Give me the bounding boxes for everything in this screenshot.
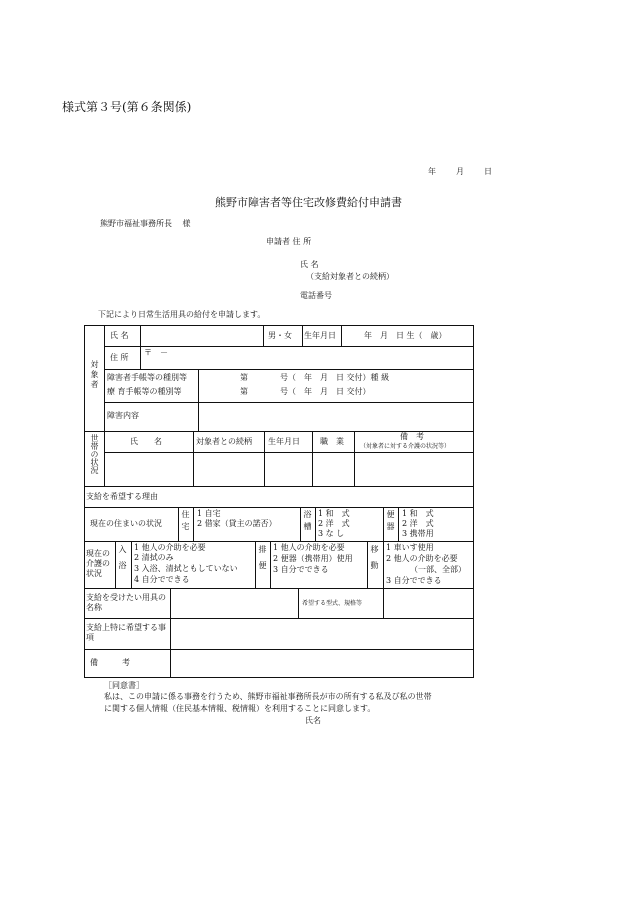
- target-group-label: 対象者: [90, 360, 99, 390]
- remarks-label: 備 考: [90, 658, 130, 667]
- care-label: 現在の介護の状況: [86, 549, 110, 578]
- bath-option-1: 1 和 式: [318, 509, 350, 518]
- applicant-address-label: 申請者 住 所: [266, 237, 312, 246]
- dob-value: 年 月 日 生（ 歳）: [364, 331, 447, 340]
- intro-text: 下記により日常生活用具の給付を申請します。: [98, 310, 266, 319]
- consent-heading: ［同意書］: [104, 681, 144, 690]
- handbook1-number: 第 号（ 年 月 日 交付）種 級: [240, 373, 390, 382]
- moving-group-label: 移動: [370, 545, 379, 577]
- applicant-name-label: 氏 名: [300, 260, 319, 269]
- home-option-2: 2 借家（貸主の諾否）: [197, 519, 277, 528]
- handbook1-label: 障害者手帳等の種別等: [107, 373, 187, 382]
- household-job-header: 職 業: [320, 437, 344, 446]
- moving-option-2: 2 他人の介助を必要: [386, 554, 458, 563]
- current-home-label: 現在の住まいの状況: [90, 519, 162, 528]
- handbook2-label: 療 育手帳等の種別等: [107, 387, 182, 396]
- disability-label: 障害内容: [107, 411, 139, 420]
- item-name-label: 支給を受けたい用具の名称: [86, 593, 166, 612]
- document-title: 熊野市障害者等住宅改修費給付申請書: [215, 196, 402, 209]
- bathing-group-label: 入浴: [118, 545, 127, 577]
- desired-model-label: 希望する型式、規格等: [302, 600, 363, 607]
- household-name-header: 氏 名: [130, 437, 162, 446]
- sex-field: 男・女: [268, 331, 292, 340]
- household-dob-header: 生年月日: [268, 437, 300, 446]
- home-option-1: 1 自宅: [197, 509, 221, 518]
- home-group-label: 住宅: [181, 510, 190, 534]
- bath-option-3: 3 な し: [318, 529, 345, 538]
- request-label: 支給上特に希望する事項: [86, 623, 166, 642]
- address-label: 住 所: [110, 353, 129, 362]
- date-month-label: 月: [456, 167, 464, 176]
- toilet-option-2: 2 洋 式: [402, 519, 434, 528]
- excretion-option-3: 3 自分でできる: [273, 565, 329, 574]
- reason-label: 支給を希望する理由: [86, 492, 158, 501]
- form-number: 様式第３号(第６条関係): [62, 100, 192, 114]
- excretion-option-1: 1 他人の介助を必要: [273, 543, 345, 552]
- applicant-phone-label: 電話番号: [300, 291, 332, 300]
- bathing-option-4: 4 自分でできる: [134, 575, 190, 584]
- toilet-option-1: 1 和 式: [402, 509, 434, 518]
- addressee: 熊野市福祉事務所長 様: [100, 219, 191, 228]
- toilet-option-3: 3 携帯用: [402, 529, 434, 538]
- handbook2-number: 第 号（ 年 月 日 交付）: [240, 387, 371, 396]
- dob-label: 生年月日: [304, 331, 336, 340]
- bath-option-2: 2 洋 式: [318, 519, 350, 528]
- household-remarks-subheader: （対象者に対する介護の状況等）: [360, 443, 451, 450]
- household-relation-header: 対象者との続柄: [196, 437, 252, 446]
- applicant-relation-label: （支給対象者との続柄）: [306, 272, 394, 281]
- bathing-option-1: 1 他人の介助を必要: [134, 543, 206, 552]
- moving-option-2-detail: （一部、全部）: [410, 565, 466, 574]
- household-group-label: 世帯の状況: [90, 434, 99, 474]
- name-label: 氏 名: [110, 331, 129, 340]
- consent-text-line2: に関する個人情報（住民基本情報、税情報）を利用することに同意します。: [104, 704, 376, 713]
- bathing-option-2: 2 清拭のみ: [134, 553, 174, 562]
- household-remarks-header: 備 考: [400, 432, 424, 441]
- excretion-option-2: 2 便器（携帯用）使用: [273, 554, 353, 563]
- bath-group-label: 浴槽: [303, 510, 312, 534]
- moving-option-3: 3 自分でできる: [386, 576, 442, 585]
- toilet-group-label: 便器: [386, 510, 395, 534]
- excretion-group-label: 排便: [258, 545, 267, 577]
- date-year-label: 年: [428, 167, 436, 176]
- date-day-label: 日: [484, 167, 492, 176]
- consent-name-label: 氏名: [305, 716, 321, 725]
- consent-text-line1: 私は、この申請に係る事務を行うため、熊野市福祉事務所長が市の所有する私及び私の世帯: [104, 692, 432, 701]
- postal-field: 〒 －: [144, 348, 168, 357]
- moving-option-1: 1 車いす使用: [386, 543, 434, 552]
- bathing-option-3: 3 入浴、清拭ともしていない: [134, 564, 238, 573]
